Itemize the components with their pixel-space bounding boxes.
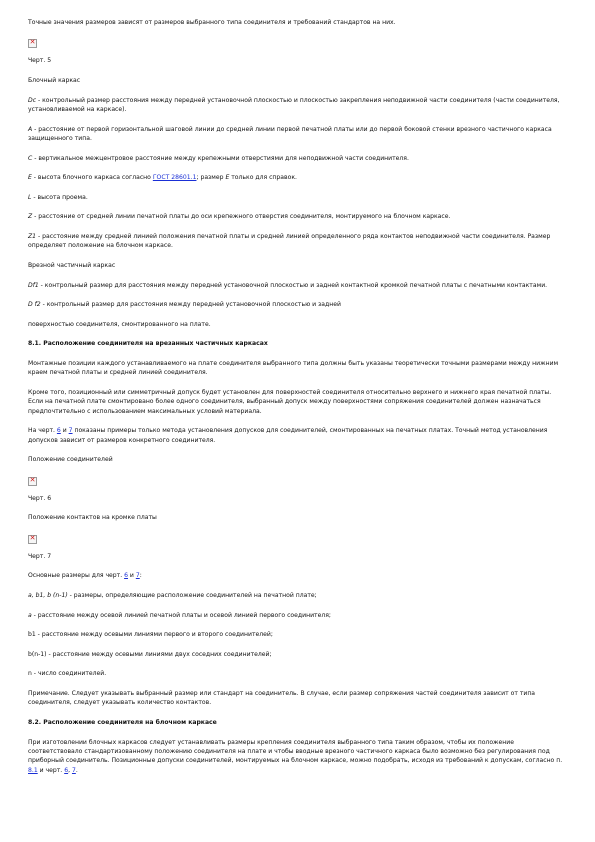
definition-dims-group — [28, 591, 566, 600]
definition-text: - размеры, определяющие расположение соединителей на печатной плате; — [67, 591, 317, 599]
section-8-1-heading: 8.1. Расположение соединителя на врезанных частичных каркасах — [28, 340, 268, 348]
definition-text: - расстояние между осевыми линиями первого и второго соединителей; — [35, 631, 273, 639]
definition-df1 — [28, 281, 566, 290]
clause-8-1-link[interactable]: 8.1 — [28, 766, 38, 774]
document-page — [28, 18, 566, 775]
definition-dc — [28, 96, 566, 115]
paragraph-text: и — [127, 572, 136, 580]
definition-text: - высота блочного каркаса согласно — [31, 174, 153, 182]
symbol: C — [28, 154, 33, 162]
definition-a — [28, 125, 566, 144]
definition-z1 — [28, 232, 566, 251]
paragraph-text: , — [68, 766, 72, 774]
paragraph-text: и — [60, 427, 69, 435]
definition-text: - расстояние между средней линией положения печатной платы и средней линией определенного ряда контактов неподвижной части соединителя. Размер определяет положение на блочном каркасе. — [28, 232, 551, 250]
figure-6-link[interactable]: 6 — [64, 766, 69, 774]
symbol: E — [225, 174, 230, 182]
symbol: n — [28, 670, 32, 678]
definition-text: - число соединителей. — [31, 670, 107, 678]
symbol: a, b1, b (n-1) — [28, 591, 68, 599]
paragraph-text: : — [139, 572, 142, 580]
inset-frame-heading: Врезной частичный каркас — [28, 261, 116, 269]
definition-dim-bn — [28, 650, 566, 659]
figure-7-link[interactable]: 7 — [68, 427, 73, 435]
symbol: Dc — [28, 96, 37, 104]
definition-l — [28, 193, 566, 202]
contact-position-heading: Положение контактов на кромке платы — [28, 514, 157, 522]
definition-z — [28, 212, 566, 221]
definition-df2-continuation: поверхностью соединителя, смонтированного на плате. — [28, 320, 211, 328]
figure-7-link[interactable]: 7 — [71, 766, 76, 774]
definition-text: только для справок. — [229, 174, 297, 182]
symbol: b(n-1) — [28, 650, 47, 658]
paragraph-text: При изготовлении блочных каркасов следует устанавливать размеры крепления соединителя выбранного типа таким образом, чтобы их положение соответствовало стандартизованному положению соединителя на плате и чтобы вводные врезного частичного каркаса было возможно без регулирования под приборный соединитель. Позиционные допуски соединителей, монтируемых на блочном каркасе, можно подобрать, исходя из требований к допускам, согласно п. — [28, 738, 563, 765]
definition-text: - расстояние от средней линии печатной платы до оси крепежного отверстия соединителя, монтируемого на блочном каркасе. — [32, 213, 451, 221]
paragraph-text: показаны примеры только метода установления допусков для соединителей, смонтированных на печатных платах. Точный метод установления допусков зависит от размеров конкретного соединителя. — [28, 427, 548, 444]
block-frame-heading: Блочный каркас — [28, 77, 81, 84]
definition-text: - вертикальное межцентровое расстояние между крепежными отверстиями для неподвижной части соединителя. — [32, 154, 409, 162]
symbol: L — [28, 193, 32, 201]
symbol: E — [28, 174, 32, 182]
section-8-2-heading: 8.2. Расположение соединителя на блочном каркасе — [28, 718, 217, 726]
main-dimensions-text — [28, 571, 566, 580]
note-text: Примечание. Следует указывать выбранный размер или стандарт на соединитель. В случае, если размер сопряжения частей соединителя зависит от типа соединителя, следует указывать количество контактов. — [28, 689, 536, 707]
definition-dim-b1 — [28, 630, 566, 639]
paragraph-text: Основные размеры для черт. — [28, 572, 125, 580]
figure-caption-6: Черт. 6 — [28, 494, 52, 502]
symbol: b1 — [28, 631, 36, 639]
figure-6-link[interactable]: 6 — [56, 427, 61, 435]
section-8-2-paragraph — [28, 738, 566, 776]
broken-image-icon[interactable] — [28, 535, 37, 544]
symbol: D f2 — [28, 301, 41, 309]
broken-image-icon[interactable] — [28, 39, 37, 48]
symbol: Z1 — [28, 232, 37, 240]
definition-text: - расстояние между осевой линией печатной платы и осевой линией первого соединителя; — [31, 611, 331, 619]
symbol: Z — [28, 213, 33, 221]
paragraph-text: и черт. — [37, 766, 65, 774]
definition-dim-n — [28, 669, 566, 678]
gost-link[interactable]: ГОСТ 28601.1 — [152, 174, 197, 182]
figure-caption-7: Черт. 7 — [28, 552, 52, 560]
definition-c — [28, 154, 566, 163]
definition-text: - контрольный размер расстояния между передней установочной плоскостью и плоскостью закрепления неподвижной части соединителя (части соединителя, установливаемой на каркасе). — [28, 96, 560, 113]
definition-text: - высота проема. — [31, 193, 88, 201]
paragraph-text: На черт. — [28, 427, 57, 435]
section-8-1-paragraph-2: Кроме того, позиционный или симметричный допуск будет установлен для поверхностей соединителя относительно верхнего и нижнего края печатной платы. Если на печатной плате смонтировано более одного соединителя, выбранный допуск между поверхностями сопряжения соединителей должен назначаться предпочтительно с использованием максимальных условий материала. — [28, 388, 552, 415]
paragraph-text: . — [75, 766, 78, 774]
definition-e — [28, 173, 566, 182]
figure-7-link[interactable]: 7 — [135, 572, 140, 580]
symbol: A — [28, 125, 33, 133]
definition-text: - расстояние от первой горизонтальной шаговой линии до средней линии первой печатной платы или до первой боковой стенки врезного частичного каркаса защищенного типа. — [28, 125, 552, 142]
definition-text: - расстояние между осевыми линиями двух соседних соединителей; — [46, 650, 272, 658]
definition-text: - контрольный размер для расстояния между передней установочной плоскостью и задней — [40, 301, 341, 309]
connector-position-heading: Положение соединителей — [28, 456, 113, 464]
definition-df2 — [28, 300, 566, 309]
broken-image-icon[interactable] — [28, 477, 37, 486]
symbol: a — [28, 611, 32, 619]
section-8-1-paragraph-1: Монтажные позиции каждого устанавливаемого на плате соединителя выбранного типа должны быть указаны теоретически точными размерами между нижним краем печатной платы и средней линией соединителя. — [28, 359, 559, 377]
symbol: Df1 — [28, 281, 39, 289]
definition-text: - контрольный размер для расстояния между передней установочной плоскостью и задней контактной кромкой печатной платы с печатными контактами. — [38, 281, 548, 289]
figure-6-link[interactable]: 6 — [124, 572, 128, 580]
definition-text: ; размер — [196, 174, 226, 182]
section-8-1-paragraph-3 — [28, 426, 566, 445]
figure-caption-5: Черт. 5 — [28, 57, 52, 65]
intro-text: Точные значения размеров зависят от размеров выбранного типа соединителя и требований стандартов на них. — [28, 19, 396, 26]
definition-dim-a — [28, 611, 566, 620]
